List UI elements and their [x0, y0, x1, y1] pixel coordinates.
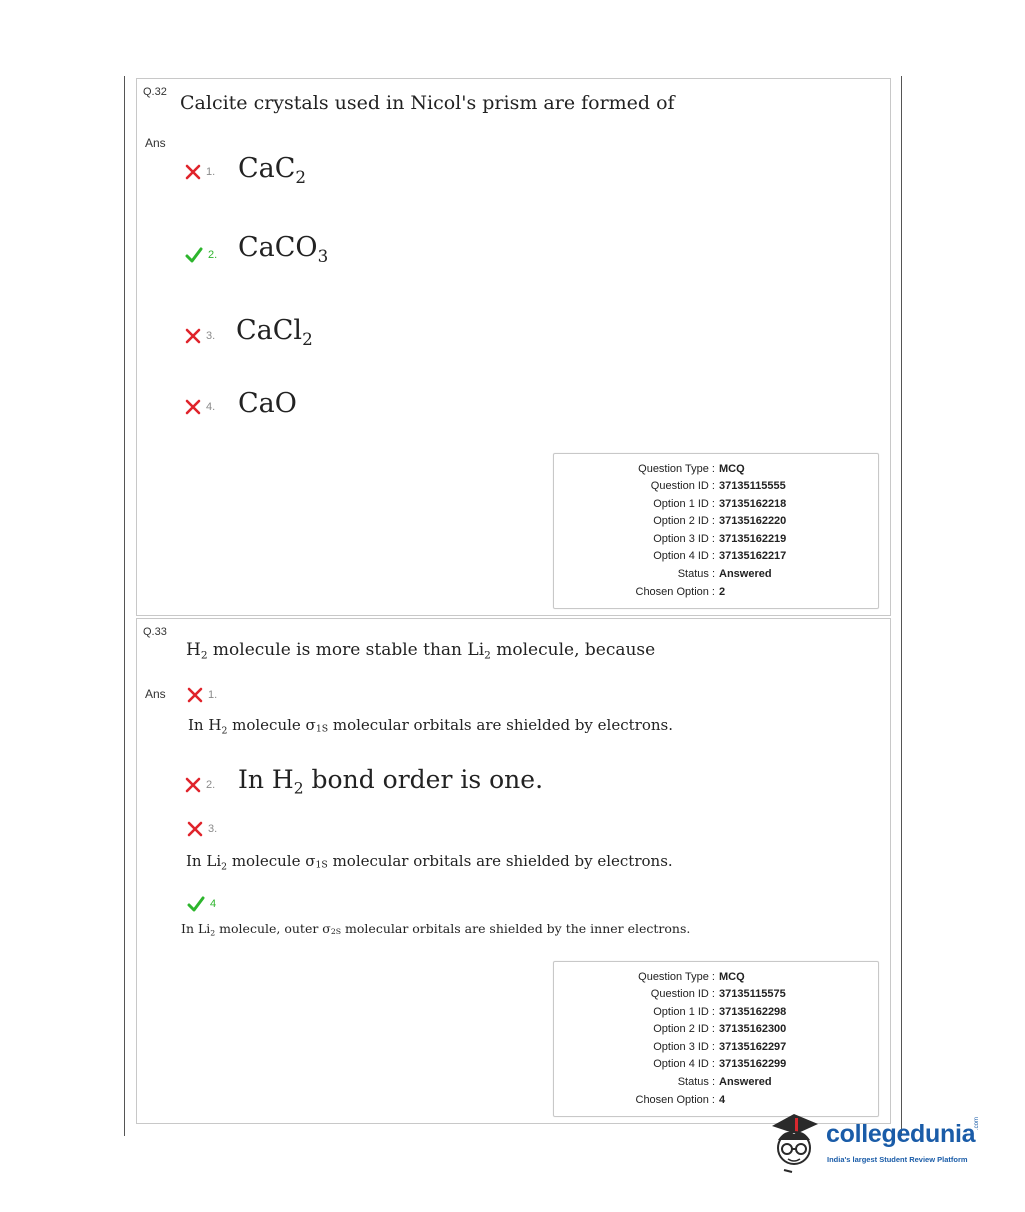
brand-tagline: India's largest Student Review Platform	[827, 1155, 968, 1164]
info-label: Question ID :	[650, 480, 715, 492]
checkmark-icon	[185, 247, 203, 263]
q33-option-1-mark	[187, 687, 217, 703]
brand-name: collegedunia	[826, 1120, 976, 1148]
mascot-icon	[764, 1104, 824, 1174]
info-label: Question ID :	[650, 988, 715, 1000]
q32-option-1-text: CaC$_2$	[238, 153, 307, 187]
cross-icon	[185, 328, 201, 344]
q32-option-2-number: 2.	[208, 249, 218, 261]
right-margin-line	[901, 76, 902, 1136]
info-status: Answered	[719, 568, 772, 580]
info-label: Question Type :	[638, 971, 715, 983]
info-option-1-id: 37135162298	[719, 1006, 787, 1018]
info-label: Option 1 ID :	[653, 498, 715, 510]
q32-option-4-mark	[185, 399, 215, 415]
q32-ans-label: Ans	[145, 136, 166, 150]
info-question-id: 37135115555	[719, 480, 786, 492]
cross-icon	[185, 777, 201, 793]
q33-option-2-text: In $H_2$ bond order is one.	[238, 765, 544, 798]
q33-option-3-number: 3.	[208, 823, 218, 835]
info-status: Answered	[719, 1076, 772, 1088]
info-chosen-option: 2	[719, 586, 726, 598]
q32-option-3-text: CaCl$_2$	[236, 315, 313, 349]
q32-info-box	[553, 453, 879, 609]
brand-suffix: .com	[974, 1116, 980, 1130]
info-option-4-id: 37135162299	[719, 1058, 787, 1070]
q33-option-1-number: 1.	[208, 689, 218, 701]
info-label: Status :	[677, 568, 715, 580]
info-label: Option 4 ID :	[653, 550, 715, 562]
q33-option-2-mark	[185, 777, 215, 793]
q33-option-4-number: 4	[210, 898, 217, 910]
info-label: Option 1 ID :	[653, 1006, 715, 1018]
info-option-4-id: 37135162217	[719, 550, 787, 562]
q33-option-3-text: In $Li_2$ molecule σ1S molecular orbitals are shielded by electrons.	[186, 852, 673, 873]
left-margin-line	[124, 76, 125, 1136]
q32-option-3-number: 3.	[206, 330, 216, 342]
info-label: Question Type :	[638, 463, 715, 475]
info-label: Option 2 ID :	[653, 1023, 715, 1035]
info-label: Option 3 ID :	[653, 1041, 715, 1053]
q33-number: Q.33	[143, 626, 167, 638]
info-label: Chosen Option :	[635, 586, 715, 598]
info-label: Option 3 ID :	[653, 533, 715, 545]
q33-ans-label: Ans	[145, 687, 166, 701]
q32-option-2-mark	[185, 247, 217, 263]
info-option-2-id: 37135162300	[719, 1023, 787, 1035]
info-option-2-id: 37135162220	[719, 515, 787, 527]
info-question-type: MCQ	[719, 463, 745, 475]
info-chosen-option: 4	[719, 1094, 726, 1106]
info-label: Option 4 ID :	[653, 1058, 715, 1070]
q32-option-1-mark	[185, 164, 215, 180]
info-question-type: MCQ	[719, 971, 745, 983]
checkmark-icon	[187, 896, 205, 912]
info-label: Option 2 ID :	[653, 515, 715, 527]
q33-option-3-mark	[187, 821, 217, 837]
info-option-3-id: 37135162219	[719, 533, 787, 545]
info-option-1-id: 37135162218	[719, 498, 787, 510]
q33-option-2-number: 2.	[206, 779, 216, 791]
q33-option-1-text: In $H_2$ molecule σ1S molecular orbitals are shielded by electrons.	[188, 716, 673, 737]
q32-option-1-number: 1.	[206, 166, 216, 178]
info-option-3-id: 37135162297	[719, 1041, 787, 1053]
q32-question-text: Calcite crystals used in Nicol's prism are formed of	[180, 92, 675, 114]
q32-option-4-number: 4.	[206, 401, 216, 413]
q33-question-text: $H_2$ molecule is more stable than $Li_2$ molecule, because	[186, 640, 656, 662]
cross-icon	[185, 164, 201, 180]
info-question-id: 37135115575	[719, 988, 786, 1000]
q32-number: Q.32	[143, 86, 167, 98]
cross-icon	[187, 687, 203, 703]
info-label: Status :	[677, 1076, 715, 1088]
q33-option-4-mark	[187, 896, 216, 912]
q33-option-4-text: In $Li_2$ molecule, outer σ2S molecular orbitals are shielded by the inner electrons.	[181, 921, 691, 938]
q32-option-2-text: CaCO$_3$	[238, 232, 329, 266]
q32-option-3-mark	[185, 328, 215, 344]
collegedunia-logo[interactable]	[764, 1104, 1004, 1174]
q32-option-4-text: CaO	[238, 388, 297, 419]
cross-icon	[187, 821, 203, 837]
q33-info-box	[553, 961, 879, 1117]
info-label: Chosen Option :	[635, 1094, 715, 1106]
cross-icon	[185, 399, 201, 415]
